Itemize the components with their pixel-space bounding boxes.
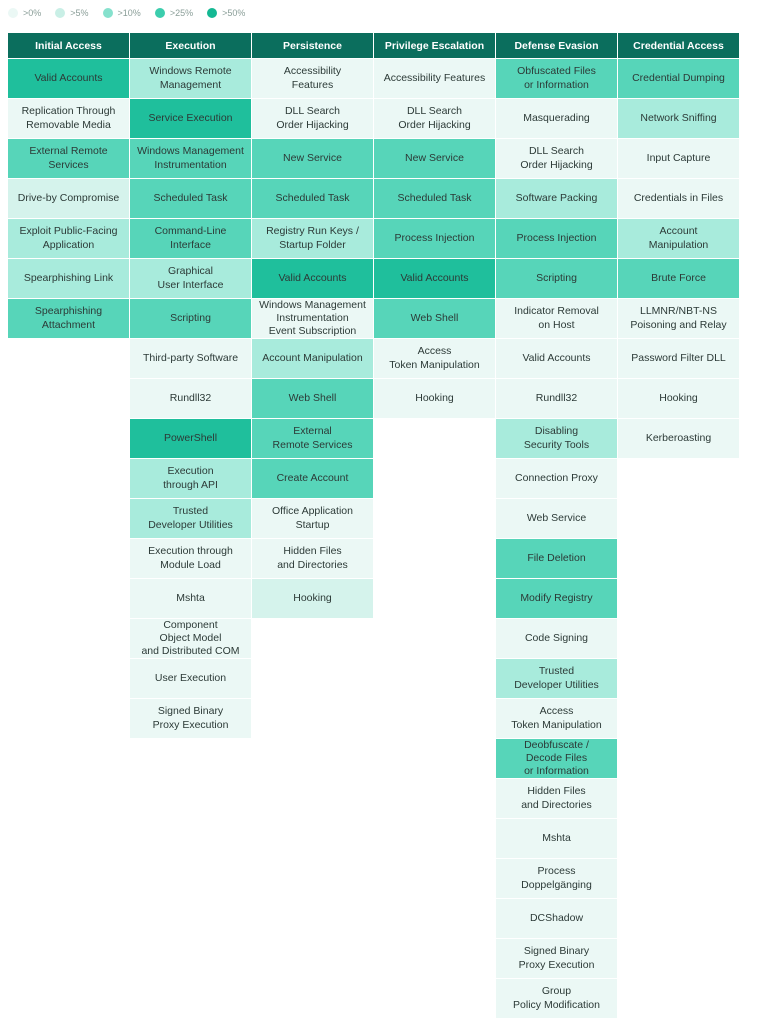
technique-cell: Command-Line Interface xyxy=(130,219,251,258)
technique-list xyxy=(252,58,373,619)
technique-cell: Spearphishing Attachment xyxy=(8,299,129,338)
technique-cell: Signed Binary Proxy Execution xyxy=(130,699,251,738)
technique-list xyxy=(496,58,617,1019)
technique-cell: Group Policy Modification xyxy=(496,979,617,1018)
technique-cell: LLMNR/NBT-NS Poisoning and Relay xyxy=(618,299,739,338)
technique-cell: Windows Management Instrumentation xyxy=(130,139,251,178)
technique-cell: DLL Search Order Hijacking xyxy=(496,139,617,178)
technique-cell: Windows Remote Management xyxy=(130,59,251,98)
legend-label: >5% xyxy=(70,8,89,18)
technique-cell: Hooking xyxy=(252,579,373,618)
legend-item xyxy=(8,8,41,18)
tactic-column xyxy=(130,33,251,1019)
attack-matrix xyxy=(8,33,739,1019)
technique-cell: New Service xyxy=(252,139,373,178)
technique-cell: Brute Force xyxy=(618,259,739,298)
technique-cell: Process Injection xyxy=(496,219,617,258)
technique-cell: User Execution xyxy=(130,659,251,698)
technique-cell: Exploit Public-Facing Application xyxy=(8,219,129,258)
technique-cell: Service Execution xyxy=(130,99,251,138)
technique-cell: Valid Accounts xyxy=(374,259,495,298)
technique-cell: DLL Search Order Hijacking xyxy=(252,99,373,138)
technique-cell: Credential Dumping xyxy=(618,59,739,98)
technique-cell: Web Shell xyxy=(374,299,495,338)
legend-label: >25% xyxy=(169,8,194,18)
technique-cell: Code Signing xyxy=(496,619,617,658)
legend-item xyxy=(103,8,141,18)
technique-cell: Hooking xyxy=(374,379,495,418)
technique-cell: Network Sniffing xyxy=(618,99,739,138)
technique-cell: PowerShell xyxy=(130,419,251,458)
legend-dot xyxy=(155,8,165,18)
technique-cell: Process Injection xyxy=(374,219,495,258)
technique-cell: Scheduled Task xyxy=(130,179,251,218)
legend xyxy=(8,8,259,18)
tactic-column xyxy=(8,33,129,1019)
technique-cell: Hidden Files and Directories xyxy=(496,779,617,818)
tactic-column xyxy=(374,33,495,1019)
tactic-column xyxy=(252,33,373,1019)
tactic-column xyxy=(618,33,739,1019)
technique-cell: Access Token Manipulation xyxy=(374,339,495,378)
technique-cell: Valid Accounts xyxy=(496,339,617,378)
legend-item xyxy=(207,8,245,18)
technique-cell: Indicator Removal on Host xyxy=(496,299,617,338)
technique-cell: Software Packing xyxy=(496,179,617,218)
technique-cell: Scheduled Task xyxy=(374,179,495,218)
legend-item xyxy=(155,8,193,18)
technique-cell: Kerberoasting xyxy=(618,419,739,458)
technique-cell: Credentials in Files xyxy=(618,179,739,218)
technique-cell: Account Manipulation xyxy=(252,339,373,378)
technique-cell: External Remote Services xyxy=(8,139,129,178)
legend-dot xyxy=(8,8,18,18)
technique-cell: Process Doppelgänging xyxy=(496,859,617,898)
technique-cell: Obfuscated Files or Information xyxy=(496,59,617,98)
technique-cell: Modify Registry xyxy=(496,579,617,618)
legend-dot xyxy=(55,8,65,18)
technique-cell: Hooking xyxy=(618,379,739,418)
technique-cell: Windows Management Instrumentation Event Subscription xyxy=(252,299,373,338)
technique-cell: Access Token Manipulation xyxy=(496,699,617,738)
technique-cell: Masquerading xyxy=(496,99,617,138)
legend-item xyxy=(55,8,88,18)
legend-label: >10% xyxy=(117,8,141,18)
technique-cell: Scripting xyxy=(130,299,251,338)
technique-cell: Rundll32 xyxy=(130,379,251,418)
technique-cell: Trusted Developer Utilities xyxy=(496,659,617,698)
technique-cell: Web Shell xyxy=(252,379,373,418)
technique-cell: Office Application Startup xyxy=(252,499,373,538)
tactic-header: Persistence xyxy=(252,33,373,58)
legend-dot xyxy=(207,8,217,18)
technique-cell: Disabling Security Tools xyxy=(496,419,617,458)
technique-cell: Execution through Module Load xyxy=(130,539,251,578)
technique-cell: Accessibility Features xyxy=(252,59,373,98)
technique-cell: External Remote Services xyxy=(252,419,373,458)
technique-cell: DCShadow xyxy=(496,899,617,938)
technique-cell: Mshta xyxy=(496,819,617,858)
technique-cell: New Service xyxy=(374,139,495,178)
technique-cell: Registry Run Keys / Startup Folder xyxy=(252,219,373,258)
technique-cell: Create Account xyxy=(252,459,373,498)
tactic-header: Privilege Escalation xyxy=(374,33,495,58)
legend-label: >0% xyxy=(23,8,42,18)
technique-cell: Hidden Files and Directories xyxy=(252,539,373,578)
technique-list xyxy=(8,58,129,339)
legend-dot xyxy=(103,8,113,18)
technique-cell: Graphical User Interface xyxy=(130,259,251,298)
technique-cell: Valid Accounts xyxy=(8,59,129,98)
technique-list xyxy=(130,58,251,739)
legend-label: >50% xyxy=(222,8,246,18)
technique-cell: Scripting xyxy=(496,259,617,298)
technique-cell: File Deletion xyxy=(496,539,617,578)
technique-cell: Spearphishing Link xyxy=(8,259,129,298)
technique-cell: Replication Through Removable Media xyxy=(8,99,129,138)
tactic-column xyxy=(496,33,617,1019)
technique-cell: Connection Proxy xyxy=(496,459,617,498)
technique-list xyxy=(618,58,739,459)
tactic-header: Defense Evasion xyxy=(496,33,617,58)
technique-cell: Valid Accounts xyxy=(252,259,373,298)
technique-cell: Mshta xyxy=(130,579,251,618)
tactic-header: Execution xyxy=(130,33,251,58)
technique-cell: Password Filter DLL xyxy=(618,339,739,378)
technique-cell: Signed Binary Proxy Execution xyxy=(496,939,617,978)
tactic-header: Credential Access xyxy=(618,33,739,58)
technique-cell: Rundll32 xyxy=(496,379,617,418)
technique-cell: Deobfuscate / Decode Files or Information xyxy=(496,739,617,778)
technique-cell: Drive-by Compromise xyxy=(8,179,129,218)
technique-cell: DLL Search Order Hijacking xyxy=(374,99,495,138)
technique-cell: Accessibility Features xyxy=(374,59,495,98)
technique-cell: Third-party Software xyxy=(130,339,251,378)
technique-cell: Account Manipulation xyxy=(618,219,739,258)
technique-cell: Component Object Model and Distributed COM xyxy=(130,619,251,658)
technique-list xyxy=(374,58,495,419)
technique-cell: Scheduled Task xyxy=(252,179,373,218)
technique-cell: Execution through API xyxy=(130,459,251,498)
technique-cell: Input Capture xyxy=(618,139,739,178)
tactic-header: Initial Access xyxy=(8,33,129,58)
technique-cell: Trusted Developer Utilities xyxy=(130,499,251,538)
technique-cell: Web Service xyxy=(496,499,617,538)
